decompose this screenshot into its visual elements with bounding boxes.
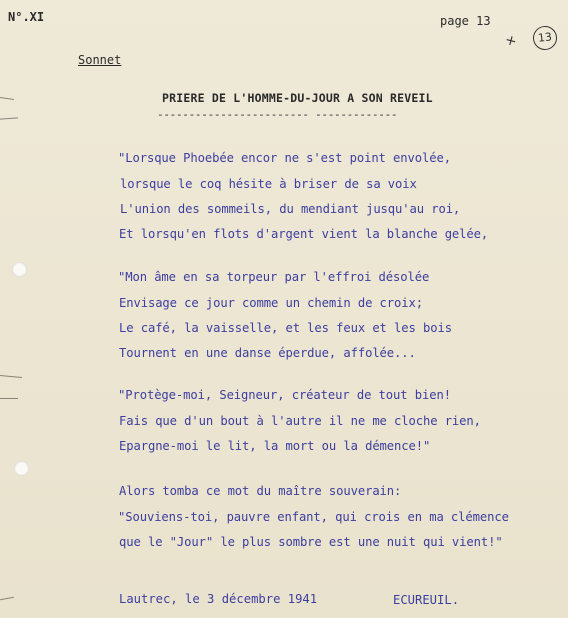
punch-hole [14, 461, 29, 476]
verse-line: Et lorsqu'en flots d'argent vient la blanche gelée, [119, 227, 489, 241]
verse-line: que le "Jour" le plus sombre est une nuit qui vient!" [119, 535, 503, 549]
binding-mark [0, 375, 22, 378]
verse-line: Tournent en une danse éperdue, affolée... [119, 346, 416, 360]
verse-line: "Lorsque Phoebée encor ne s'est point envolée, [118, 151, 451, 165]
verse-line: "Mon âme en sa torpeur par l'effroi désolée [118, 270, 430, 284]
punch-hole [12, 262, 27, 277]
verse-line: "Souviens-toi, pauvre enfant, qui crois en ma clémence [118, 510, 509, 524]
binding-mark [0, 97, 14, 100]
verse-line: Epargne-moi le lit, la mort ou la démence!" [119, 439, 431, 453]
binding-mark [0, 398, 18, 399]
binding-mark [0, 597, 14, 600]
title-underline: ------------------------ ------------- [157, 108, 398, 121]
verse-line: lorsque le coq hésite à briser de sa voix [120, 177, 417, 191]
poem-title: PRIERE DE L'HOMME-DU-JOUR A SON REVEIL [162, 91, 433, 105]
verse-line: Fais que d'un bout à l'autre il ne me cloche rien, [119, 414, 481, 428]
author-signature: ECUREUIL. [393, 593, 460, 607]
place-and-date: Lautrec, le 3 décembre 1941 [119, 592, 318, 606]
handwritten-circled-page-number: 13 [532, 25, 558, 51]
document-number: N°.XI [8, 10, 45, 24]
verse-line: Envisage ce jour comme un chemin de croix; [119, 296, 423, 310]
page-label: page 13 [440, 14, 491, 28]
poem-genre: Sonnet [78, 53, 122, 67]
verse-line: "Protège-moi, Seigneur, créateur de tout bien! [118, 388, 451, 402]
binding-mark [0, 117, 18, 119]
handwritten-plus-mark: + [503, 31, 519, 51]
verse-line: Alors tomba ce mot du maître souverain: [119, 484, 402, 498]
verse-line: Le café, la vaisselle, et les feux et les bois [119, 321, 452, 335]
verse-line: L'union des sommeils, du mendiant jusqu'au roi, [120, 202, 461, 216]
